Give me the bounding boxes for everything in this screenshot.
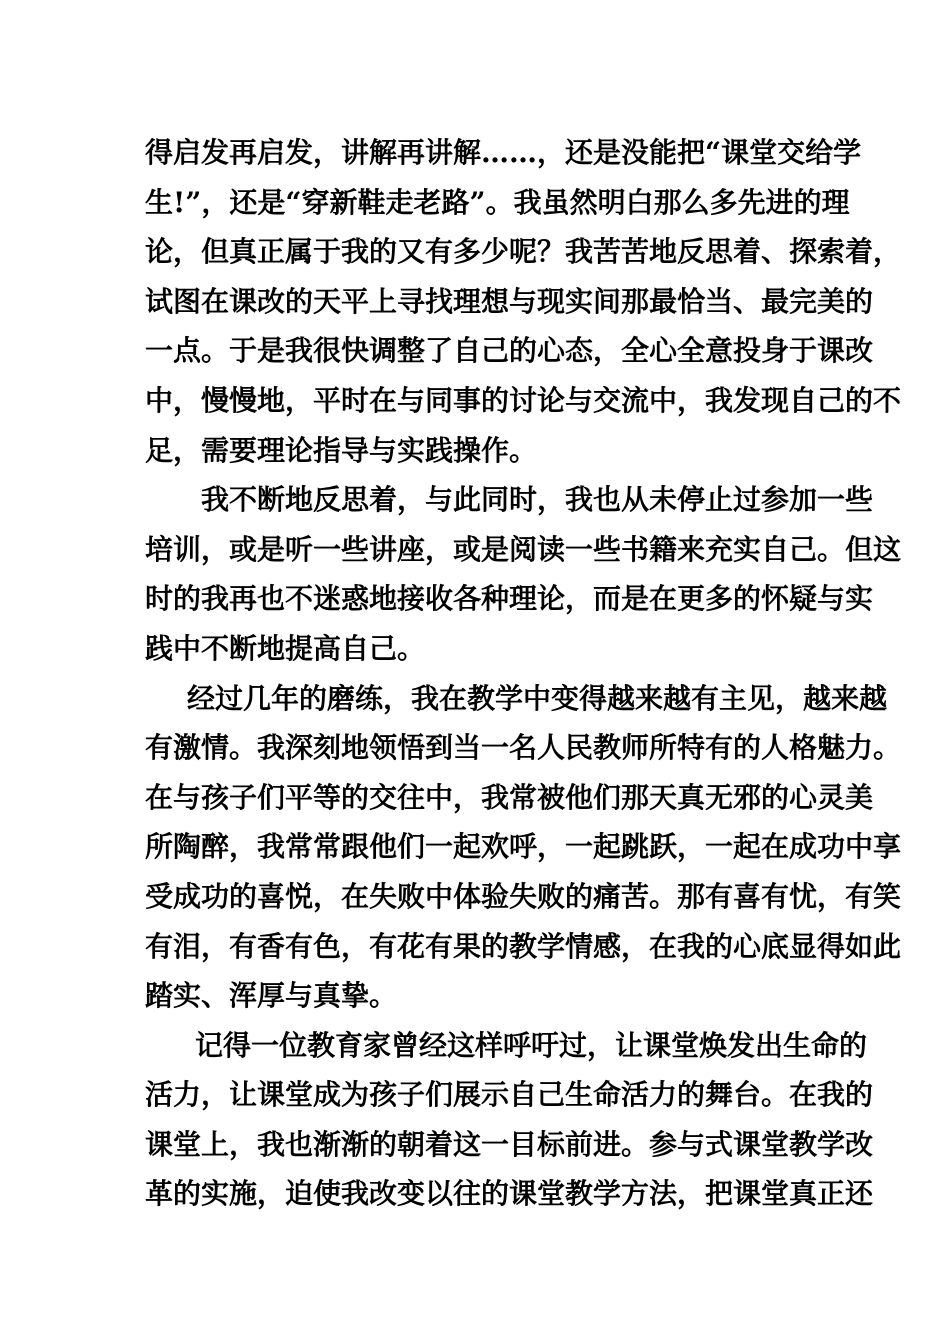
text-line: 论，但真正属于我的又有多少呢？我苦苦地反思着、探索着， [145, 235, 902, 269]
text-line: 时的我再也不迷惑地接收各种理论，而是在更多的怀疑与实 [145, 582, 874, 616]
text-line: 课堂上，我也渐渐的朝着这一目标前进。参与式课堂教学改 [145, 1127, 874, 1161]
paragraph-2 [145, 475, 902, 673]
text-line: 践中不断地提高自己。 [145, 631, 426, 665]
text-line: 踏实、浑厚与真挚。 [145, 979, 398, 1013]
text-line: 受成功的喜悦，在失败中体验失败的痛苦。那有喜有忧，有笑 [145, 879, 902, 913]
text-line: 活力，让课堂成为孩子们展示自己生命活力的舞台。在我的 [145, 1078, 874, 1112]
text-line: 培训，或是听一些讲座，或是阅读一些书籍来充实自己。但这 [145, 532, 902, 566]
text-line: 记得一位教育家曾经这样呼吁过，让课堂焕发出生命的 [195, 1028, 868, 1062]
text-line: 在与孩子们平等的交往中，我常被他们那天真无邪的心灵美 [145, 780, 874, 814]
text-line: 有泪，有香有色，有花有果的教学情感，在我的心底显得如此 [145, 929, 902, 963]
text-line: 得启发再启发，讲解再讲解……，还是没能把“课堂交给学 [145, 136, 862, 169]
document-body [145, 128, 902, 1219]
text-line: 革的实施，迫使我改变以往的课堂教学方法，把课堂真正还 [145, 1177, 874, 1211]
paragraph-3 [145, 674, 902, 1021]
text-line: 有激情。我深刻地领悟到当一名人民教师所特有的人格魅力。 [145, 731, 902, 765]
text-line: 生!”，还是“穿新鞋走老路”。我虽然明白那么多先进的理 [145, 185, 850, 219]
paragraph-4 [145, 1021, 874, 1219]
text-line: 所陶醉，我常常跟他们一起欢呼，一起跳跃，一起在成功中享 [145, 830, 902, 864]
text-line: 中，慢慢地，平时在与同事的讨论与交流中，我发现自己的不 [145, 383, 902, 417]
text-line: 足，需要理论指导与实践操作。 [145, 433, 538, 467]
text-line: 经过几年的磨练，我在教学中变得越来越有主见，越来越 [187, 681, 888, 715]
text-line: 试图在课改的天平上寻找理想与现实间那最恰当、最完美的 [145, 284, 874, 318]
paragraph-1 [145, 128, 902, 475]
text-line: 我不断地反思着，与此同时，我也从未停止过参加一些 [201, 483, 874, 517]
text-line: 一点。于是我很快调整了自己的心态，全心全意投身于课改 [145, 334, 874, 368]
